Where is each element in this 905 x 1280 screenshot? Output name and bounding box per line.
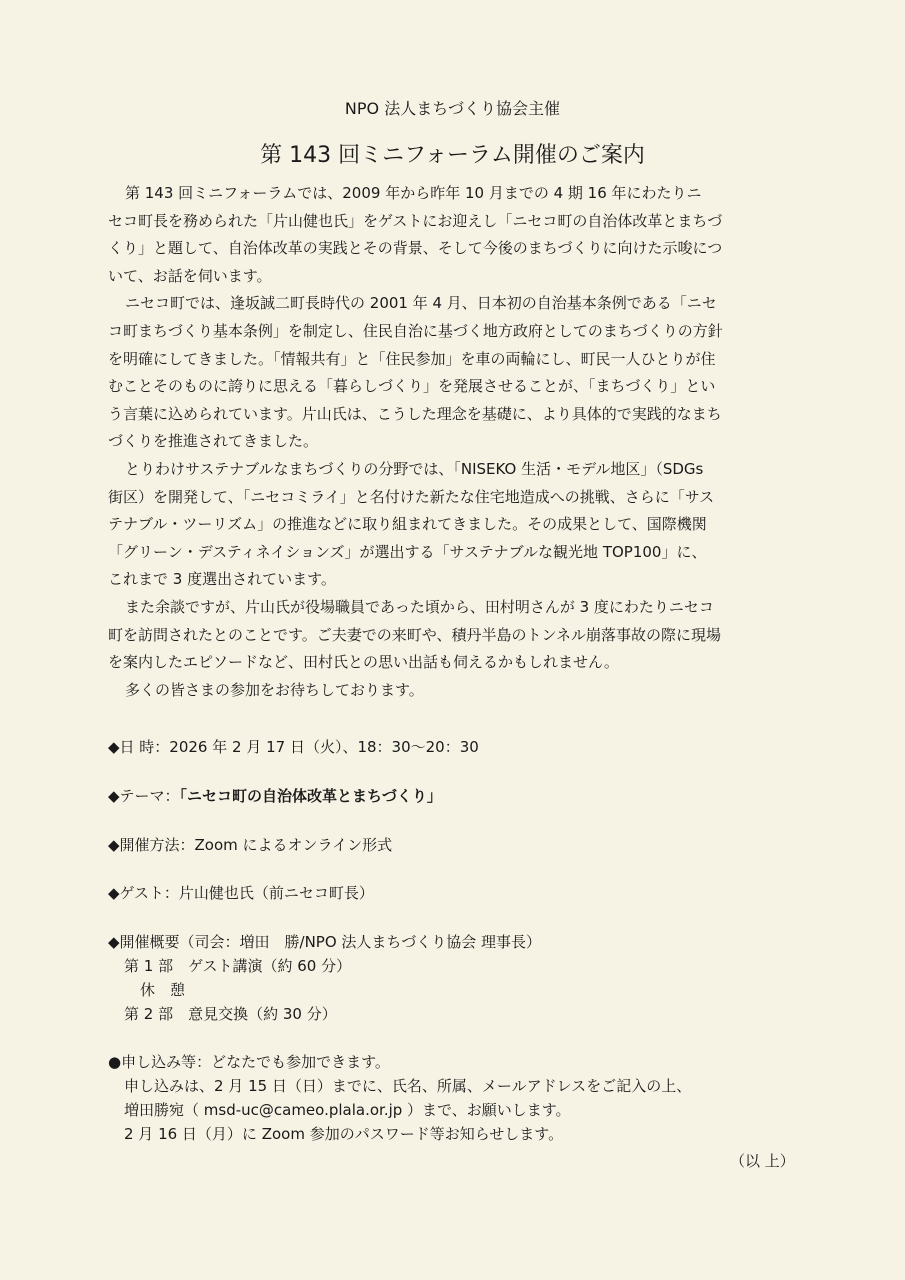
body-line: 町を訪問されたとのことです。ご夫妻での来町や、積丹半島のトンネル崩落事故の際に現場 — [108, 625, 722, 644]
application-line: 増田勝宛（ msd-uc@cameo.plala.or.jp ）まで、お願いします。 — [124, 1101, 571, 1119]
body-line: ニセコ町では、逢坂誠二町長時代の 2001 年 4 月、日本初の自治基本条例である「ニセ — [125, 294, 717, 313]
body-line: づくりを推進されてきました。 — [108, 432, 319, 451]
body-line: これまで 3 度選出されています。 — [108, 570, 336, 589]
theme-value: 「ニセコ町の自治体改革とまちづくり」 — [179, 787, 442, 805]
application-line: 申し込みは、2 月 15 日（日）までに、氏名、所属、メールアドレスをご記入の上、 — [124, 1077, 692, 1095]
body-line: むことそのものに誇りに思える「暮らしづくり」を発展させることが、「まちづくり」とい — [108, 377, 716, 396]
page-title: 第 143 回ミニフォーラム開催のご案内 — [260, 143, 645, 168]
body-line: 第 143 回ミニフォーラムでは、2009 年から昨年 10 月までの 4 期 16 年にわたりニ — [125, 184, 702, 202]
application-section — [108, 1050, 691, 1146]
body-line: いて、お話を伺います。 — [108, 266, 272, 285]
theme-label: ◆テーマ： — [108, 787, 180, 805]
body-line: テナブル・ツーリズム」の推進などに取り組まれてきました。その成果として、国際機関 — [108, 515, 707, 534]
outline-part1: 第 1 部 ゲスト講演（約 60 分） — [124, 957, 352, 975]
outline-break: 休 憩 — [140, 981, 186, 999]
intro-body — [108, 180, 798, 704]
body-line: を案内したエピソードなど、田村氏との思い出話も伺えるかもしれません。 — [108, 653, 619, 672]
body-line: 多くの皆さまの参加をお待ちしております。 — [125, 680, 424, 699]
application-heading: ●申し込み等：どなたでも参加できます。 — [108, 1053, 390, 1071]
body-line: 「グリーン・デスティネイションズ」が選出する「サステナブルな観光地 TOP100」に、 — [108, 542, 707, 561]
event-outline — [108, 930, 541, 1026]
closing-mark: （以 上） — [730, 1152, 795, 1170]
event-guest: ◆ゲスト：片山健也氏（前ニセコ町長） — [108, 884, 374, 902]
body-line: また余談ですが、片山氏が役場職員であった頃から、田村明さんが 3 度にわたりニセコ — [125, 597, 714, 616]
body-line: う言葉に込められています。片山氏は、こうした理念を基礎に、より具体的で実践的なまち — [108, 404, 722, 423]
outline-part2: 第 2 部 意見交換（約 30 分） — [124, 1005, 337, 1023]
body-line: くり」と題して、自治体改革の実践とその背景、そして今後のまちづくりに向けた示唆につ — [108, 239, 723, 258]
event-date: ◆日 時：2026 年 2 月 17 日（火）、18：30〜20：30 — [108, 738, 479, 756]
event-theme — [108, 784, 442, 808]
application-line: 2 月 16 日（月）に Zoom 参加のパスワード等お知らせします。 — [124, 1125, 564, 1143]
outline-heading: ◆開催概要（司会：増田 勝/NPO 法人まちづくり協会 理事長） — [108, 933, 542, 951]
body-line: を明確にしてきました。「情報共有」と「住民参加」を車の両輪にし、町民一人ひとりが住 — [108, 349, 716, 368]
body-line: 街区）を開発して、「ニセコミライ」と名付けた新たな住宅地造成への挑戦、さらに「サス — [108, 487, 715, 506]
organizer-line: NPO 法人まちづくり協会主催 — [344, 99, 561, 118]
body-line: セコ町長を務められた「片山健也氏」をゲストにお迎えし「ニセコ町の自治体改革とまちづ — [108, 211, 723, 230]
body-line: コ町まちづくり基本条例」を制定し、住民自治に基づく地方政府としてのまちづくりの方針 — [108, 321, 723, 340]
event-method: ◆開催方法：Zoom によるオンライン形式 — [108, 836, 393, 854]
body-line: とりわけサステナブルなまちづくりの分野では、「NISEKO 生活・モデル地区」（SDGs — [125, 459, 704, 478]
